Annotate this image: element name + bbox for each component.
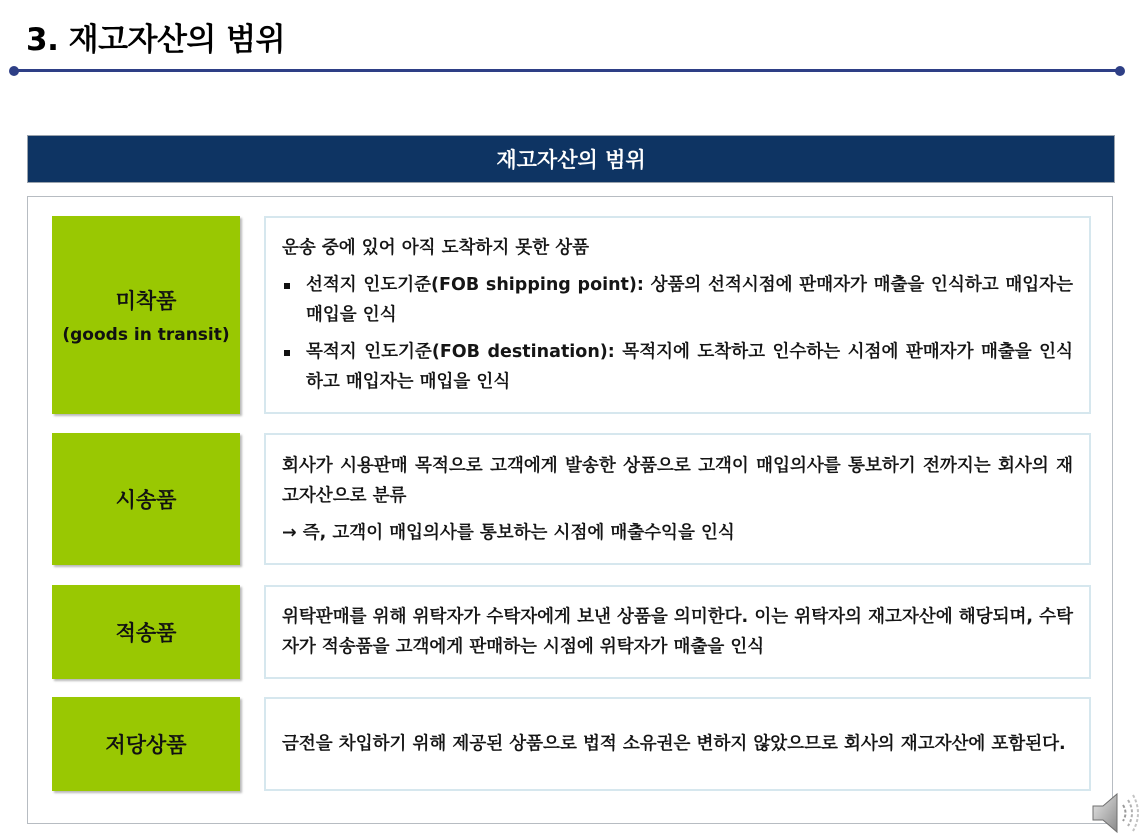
row-pledged-goods xyxy=(52,697,1091,791)
row-consignment-goods xyxy=(52,585,1091,679)
row-description xyxy=(264,433,1091,565)
row-label: 저당상품 xyxy=(105,733,187,757)
row-label-box xyxy=(52,216,240,414)
title-divider xyxy=(14,69,1120,72)
row-text: 위탁판매를 위해 위탁자가 수탁자에게 보낸 상품을 의미한다. 이는 위탁자의 재고자산에 해당되며, 수탁자가 적송품을 고객에게 판매하는 시점에 위탁자가 매출을 인식 xyxy=(282,607,1073,657)
row-intro: 운송 중에 있어 아직 도착하지 못한 상품 xyxy=(282,238,590,258)
bullet-item: 선적지 인도기준(FOB shipping point): 상품의 선적시점에 판매자가 매출을 인식하고 매입자는 매입을 인식 xyxy=(282,270,1073,330)
row-text: 금전을 차입하기 위해 제공된 상품으로 법적 소유권은 변하지 않았으므로 회사의 재고자산에 포함된다. xyxy=(282,734,1066,754)
row-note: → 즉, 고객이 매입의사를 통보하는 시점에 매출수익을 인식 xyxy=(282,522,735,543)
bullet-item: 목적지 인도기준(FOB destination): 목적지에 도착하고 인수하는 시점에 판매자가 매출을 인식하고 매입자는 매입을 인식 xyxy=(282,337,1073,397)
page-title: 3. 재고자산의 범위 xyxy=(26,22,286,58)
row-label: 미착품 xyxy=(115,289,177,313)
speaker-icon[interactable] xyxy=(1090,790,1142,836)
row-description xyxy=(264,697,1091,791)
row-label-box xyxy=(52,697,240,791)
row-label-box xyxy=(52,585,240,679)
divider-dot-right xyxy=(1115,66,1125,76)
row-sublabel: (goods in transit) xyxy=(62,325,230,345)
row-description xyxy=(264,216,1091,414)
row-goods-on-approval xyxy=(52,433,1091,565)
section-header: 재고자산의 범위 xyxy=(27,135,1115,183)
row-label-box xyxy=(52,433,240,565)
row-label: 적송품 xyxy=(115,621,177,645)
row-description xyxy=(264,585,1091,679)
row-label: 시송품 xyxy=(115,488,177,512)
row-goods-in-transit xyxy=(52,216,1091,414)
row-text: 회사가 시용판매 목적으로 고객에게 발송한 상품으로 고객이 매입의사를 통보하기 전까지는 회사의 재고자산으로 분류 xyxy=(282,455,1073,506)
divider-dot-left xyxy=(9,66,19,76)
